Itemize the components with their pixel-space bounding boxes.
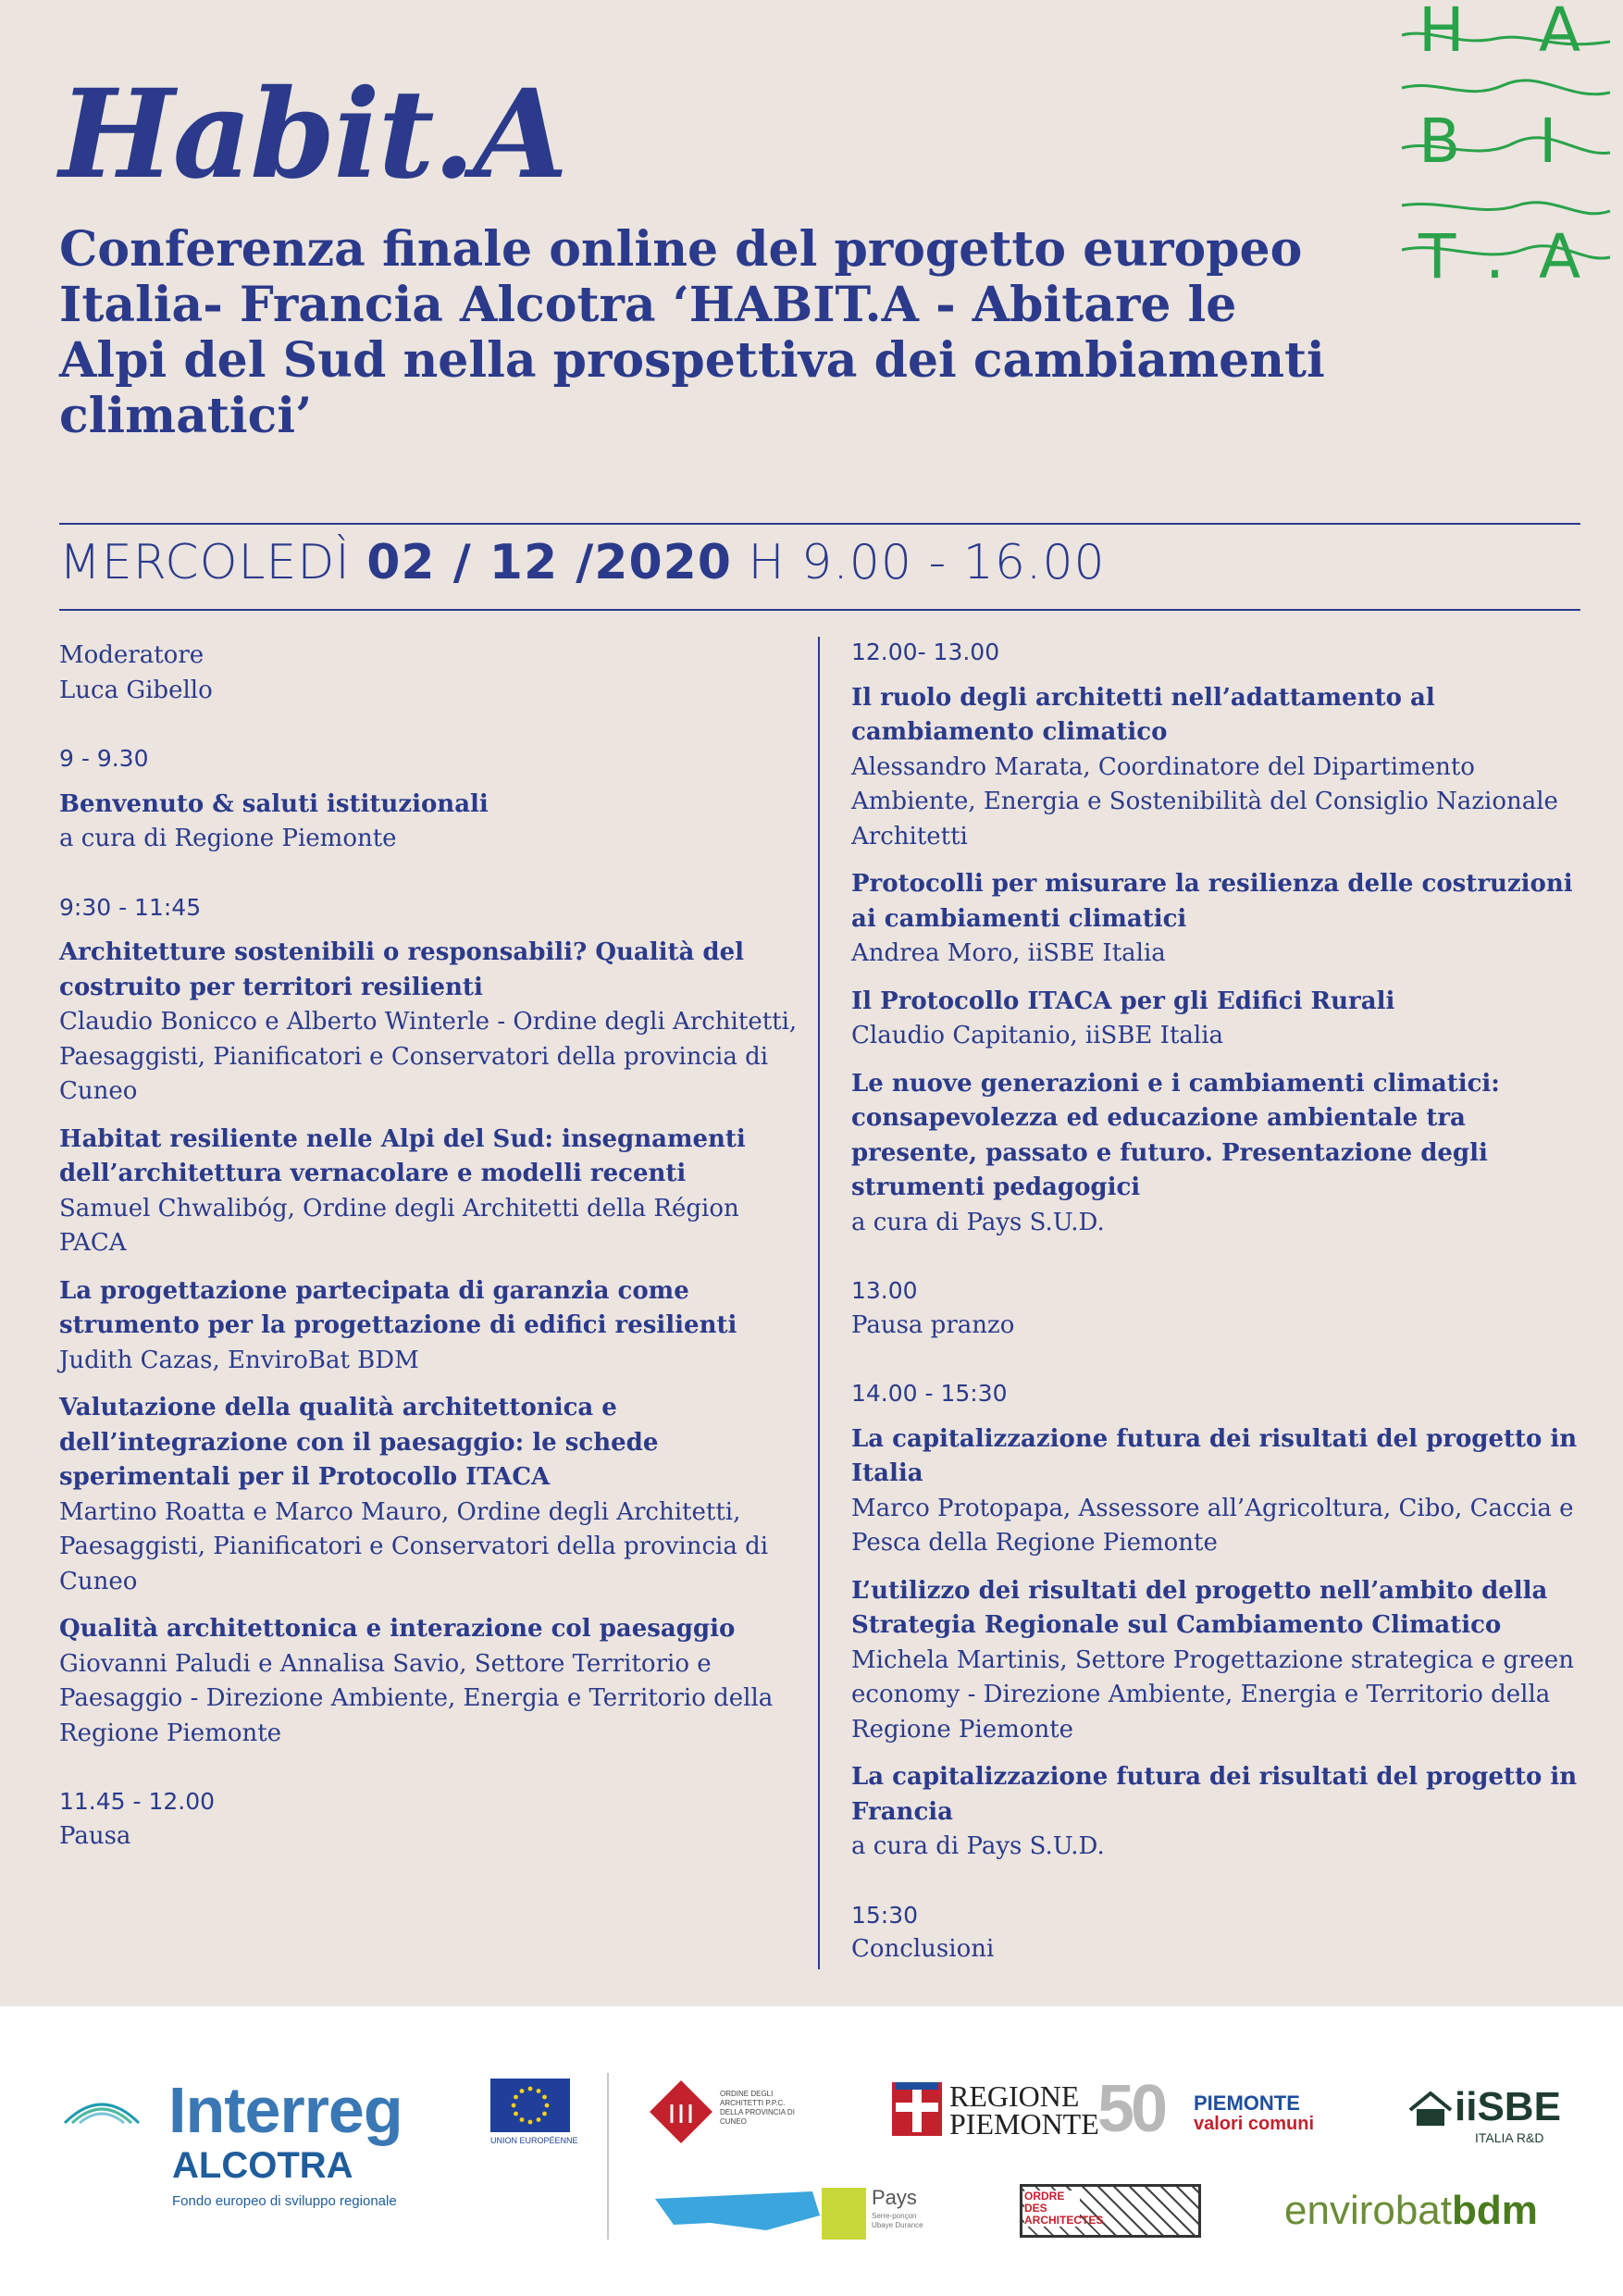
talk-title: Architetture sostenibili o responsabili? Qualità del costruito per territori resilienti <box>59 938 744 1001</box>
pays-sub: Serre-ponçon Ubaye Durance <box>872 2212 923 2229</box>
habita-logo <box>1393 0 1615 305</box>
talk-title: L’utilizzo dei risultati del progetto nell’ambito della Strategia Regionale sul Cambiamento Climatico <box>851 1576 1548 1639</box>
talk-title: Habitat resiliente nelle Alpi del Sud: insegnamenti dell’architettura vernacolare e modelli recenti <box>59 1124 746 1187</box>
talk-speaker: Samuel Chwalibóg, Ordine degli Architetti della Région PACA <box>59 1194 739 1257</box>
talk-title: Protocolli per misurare la resilienza delle costruzioni ai cambiamenti climatici <box>851 870 1573 933</box>
envirobat-label: envirobat <box>1284 2188 1453 2233</box>
talk-title: Benvenuto & saluti istituzionali <box>59 789 489 818</box>
talk-title: La capitalizzazione futura dei risultati del progetto in Francia <box>851 1763 1578 1826</box>
date-day: MERCOLEDÌ <box>59 535 351 590</box>
session-time: 14.00 - 15:30 <box>851 1380 1008 1407</box>
fondo-label: Fondo europeo di sviluppo regionale <box>172 2193 397 2209</box>
ordre-architectes-label: ORDRE DES ARCHITECTES <box>1024 2190 1104 2227</box>
divider-bottom <box>59 609 1580 611</box>
logo-letter-a2: A <box>1539 221 1581 292</box>
program-left-column <box>59 639 799 1854</box>
logo-letter-i: I <box>1539 105 1557 177</box>
talk-title: Valutazione della qualità architettonica e dell’integrazione con il paesaggio: le schede sperimentali per il Protocollo ITACA <box>59 1394 659 1491</box>
talk-title: Il Protocollo ITACA per gli Edifici Rurali <box>851 987 1395 1015</box>
pays-logo: Pays <box>872 2186 917 2209</box>
pays-green-block <box>822 2188 866 2240</box>
program-right-column <box>851 635 1582 2070</box>
date-date: 02 / 12 /2020 <box>366 535 732 590</box>
session-time: 13.00 <box>851 1277 918 1304</box>
break-label: Pausa <box>59 1821 131 1850</box>
talk-speaker: Claudio Capitanio, iiSBE Italia <box>851 1022 1224 1049</box>
talk-speaker: Martino Roatta e Marco Mauro, Ordine degli Architetti, Paesaggisti, Pianificatori e Conservatori della provincia di Cuneo <box>59 1497 769 1595</box>
talk-speaker: Andrea Moro, iiSBE Italia <box>851 939 1166 967</box>
ordre-architectes-logo <box>1020 2184 1201 2238</box>
divider-top <box>59 523 1580 525</box>
talk-title: Qualità architettonica e interazione col paesaggio <box>59 1615 736 1643</box>
closing-label: Conclusioni <box>851 1935 995 1963</box>
session-time: 9 - 9.30 <box>59 745 149 772</box>
talk-speaker: Giovanni Paludi e Annalisa Savio, Settore Territorio e Paesaggio - Direzione Ambiente, Energia e Territorio della Regione Piemonte <box>59 1649 774 1747</box>
partner-logos-footer <box>0 2006 1623 2296</box>
talk-title: Le nuove generazioni e i cambiamenti climatici: consapevolezza ed educazione ambientale tra presente, passato e futuro. Presentazione degli strumenti pedagogici <box>851 1069 1500 1201</box>
piemonte-valori-line2: valori comuni <box>1194 2114 1315 2134</box>
logo-letter-b: B <box>1419 105 1461 177</box>
talk-speaker: a cura di Pays S.U.D. <box>851 1832 1105 1860</box>
talk-speaker: Marco Protopapa, Assessore all’Agricoltura, Cibo, Caccia e Pesca della Regione Piemonte <box>851 1494 1574 1557</box>
talk-speaker: a cura di Pays S.U.D. <box>851 1208 1105 1236</box>
ordine-cuneo-label: ORDINE DEGLI ARCHITETTI P.P.C. DELLA PROVINCIA DI CUNEO <box>720 2090 795 2126</box>
session-time: 15:30 <box>851 1901 919 1929</box>
page-title: Habit.A <box>59 63 567 206</box>
logo-letter-h: H <box>1419 0 1465 66</box>
session-time: 12.00- 13.00 <box>851 639 1000 665</box>
interreg-logo: Interreg <box>168 2074 403 2146</box>
regione-piemonte-shield-icon <box>892 2082 942 2136</box>
alcotra-label: ALCOTRA <box>172 2145 353 2186</box>
alcotra-mountain-icon <box>63 2090 141 2127</box>
regione-piemonte-line2: PIEMONTE <box>949 2107 1099 2141</box>
piemonte-valori-line1: PIEMONTE <box>1194 2091 1300 2115</box>
column-divider <box>818 637 820 1969</box>
moderator-label: Moderatore <box>59 641 204 669</box>
iisbe-logo: iiSBE <box>1455 2084 1561 2129</box>
talk-title: La capitalizzazione futura dei risultati del progetto in Italia <box>851 1424 1578 1487</box>
bdm-label: bdm <box>1452 2188 1538 2233</box>
iisbe-sub: ITALIA R&D <box>1475 2130 1544 2145</box>
date-line <box>59 535 1106 590</box>
session-time: 11.45 - 12.00 <box>59 1788 216 1815</box>
moderator-name: Luca Gibello <box>59 676 213 704</box>
ordine-cuneo-logo-icon <box>646 2077 716 2147</box>
eu-flag-icon <box>490 2079 570 2132</box>
talk-title: Il ruolo degli architetti nell’adattamento al cambiamento climatico <box>851 683 1435 746</box>
fifty-years-logo: 50 <box>1097 2072 1165 2146</box>
envirobat-bdm-logo <box>1284 2188 1538 2234</box>
talk-title: La progettazione partecipata di garanzia come strumento per la progettazione di edifici resilienti <box>59 1276 737 1339</box>
talk-speaker: Claudio Bonicco e Alberto Winterle - Ordine degli Architetti, Paesaggisti, Pianificatori e Conservatori della provincia di Cuneo <box>59 1008 798 1105</box>
page-subtitle: Conferenza finale online del progetto europeo Italia- Francia Alcotra ‘HABIT.A - Abitare le Alpi del Sud nella prospettiva dei cambiamenti climatici’ <box>59 221 1325 444</box>
iisbe-house-icon <box>1408 2091 1453 2127</box>
eu-label: UNION EUROPÉENNE <box>490 2136 578 2145</box>
footer-separator <box>607 2073 609 2240</box>
talk-speaker: Alessandro Marata, Coordinatore del Dipartimento Ambiente, Energia e Sostenibilità del Consiglio Nazionale Architetti <box>851 752 1558 850</box>
talk-speaker: Judith Cazas, EnviroBat BDM <box>59 1346 419 1374</box>
break-label: Pausa pranzo <box>851 1310 1015 1339</box>
logo-letter-t: T <box>1419 221 1456 292</box>
date-hours: H 9.00 - 16.00 <box>748 535 1106 590</box>
talk-speaker: Michela Martinis, Settore Progettazione strategica e green economy - Direzione Ambiente, Energia e Territorio della Regione Piemonte <box>851 1645 1574 1744</box>
pays-sud-brush-icon <box>655 2188 822 2241</box>
regione-piemonte-line1: REGIONE <box>949 2079 1080 2113</box>
session-time: 9:30 - 11:45 <box>59 893 202 921</box>
talk-speaker: a cura di Regione Piemonte <box>59 825 397 852</box>
logo-letter-dot: . <box>1485 221 1505 292</box>
logo-letter-a1: A <box>1539 0 1581 66</box>
